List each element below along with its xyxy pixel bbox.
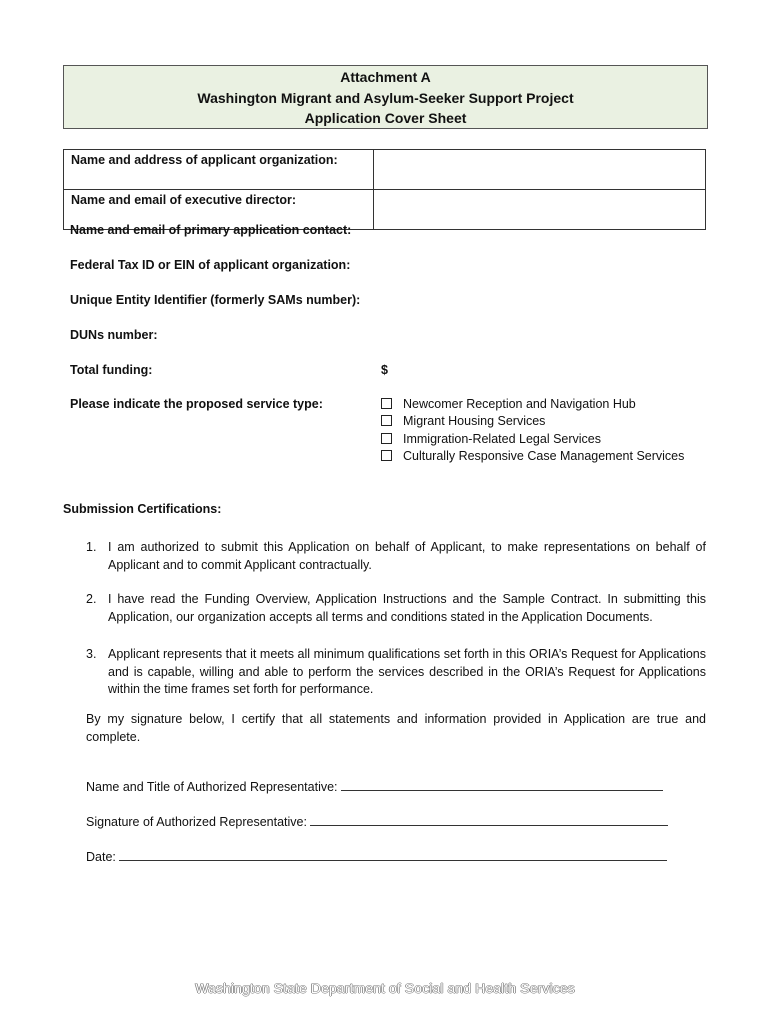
checkbox[interactable]	[381, 450, 392, 461]
applicant-info-table	[63, 149, 706, 230]
primary-contact-label: Name and email of primary application contact:	[70, 223, 352, 237]
executive-director-value-field[interactable]	[374, 190, 706, 230]
organization-value-field[interactable]	[374, 150, 706, 190]
name-title-label: Name and Title of Authorized Representative:	[86, 780, 338, 794]
service-option-label: Newcomer Reception and Navigation Hub	[403, 397, 636, 411]
service-option-label: Immigration-Related Legal Services	[403, 431, 602, 446]
certification-item	[86, 591, 706, 626]
date-line	[86, 848, 667, 864]
date-field[interactable]	[119, 848, 667, 861]
checkbox[interactable]	[381, 433, 392, 444]
service-option[interactable]	[381, 431, 684, 448]
item-text: I have read the Funding Overview, Application Instructions and the Sample Contract. In submitting this Application, our organization accepts all terms and conditions stated in the Application Documents.	[108, 592, 706, 624]
header-attachment: Attachment A	[340, 69, 431, 85]
footer-agency-name: Washington State Department of Social and Health Services	[195, 980, 575, 996]
certification-statement: By my signature below, I certify that all statements and information provided in Application are true and complete.	[86, 712, 706, 744]
header-project-title: Washington Migrant and Asylum-Seeker Support Project	[197, 89, 574, 106]
signature-line	[86, 813, 668, 829]
name-title-line	[86, 778, 663, 794]
service-option[interactable]	[381, 448, 684, 465]
signature-field[interactable]	[310, 813, 668, 826]
service-option-label: Migrant Housing Services	[403, 414, 546, 429]
header-cover-sheet: Application Cover Sheet	[304, 110, 467, 126]
item-text: Applicant represents that it meets all minimum qualifications set forth in this ORIA’s Request for Applications and is capable, willing and able to perform the services described in the ORIA’s Request for Applications within the time frames set forth for performance.	[108, 647, 706, 696]
service-option[interactable]	[381, 396, 684, 413]
total-funding-label: Total funding:	[70, 363, 153, 377]
item-number: 3.	[86, 647, 97, 661]
duns-label: DUNs number:	[70, 328, 158, 342]
name-title-field[interactable]	[341, 778, 663, 791]
certification-item	[86, 646, 706, 699]
checkbox[interactable]	[381, 415, 392, 426]
service-type-label: Please indicate the proposed service type:	[70, 397, 323, 411]
service-option-label: Culturally Responsive Case Management Services	[403, 449, 685, 464]
service-type-options	[381, 396, 684, 466]
signature-label: Signature of Authorized Representative:	[86, 815, 307, 829]
tax-id-label: Federal Tax ID or EIN of applicant organization:	[70, 258, 351, 272]
item-number: 1.	[86, 540, 97, 554]
certification-item	[86, 539, 706, 574]
date-label: Date:	[86, 850, 116, 864]
organization-label: Name and address of applicant organization:	[64, 150, 374, 190]
total-funding-value[interactable]: $	[381, 363, 388, 377]
table-row	[64, 150, 706, 190]
service-option[interactable]	[381, 413, 684, 430]
executive-director-label: Name and email of executive director:	[64, 190, 374, 230]
item-text: I am authorized to submit this Application on behalf of Applicant, to make representations on behalf of Applicant and to commit Applicant contractually.	[108, 540, 706, 572]
document-header	[63, 65, 708, 129]
checkbox[interactable]	[381, 398, 392, 409]
uei-label: Unique Entity Identifier (formerly SAMs number):	[70, 293, 361, 307]
item-number: 2.	[86, 592, 97, 606]
certifications-title: Submission Certifications:	[63, 502, 222, 516]
